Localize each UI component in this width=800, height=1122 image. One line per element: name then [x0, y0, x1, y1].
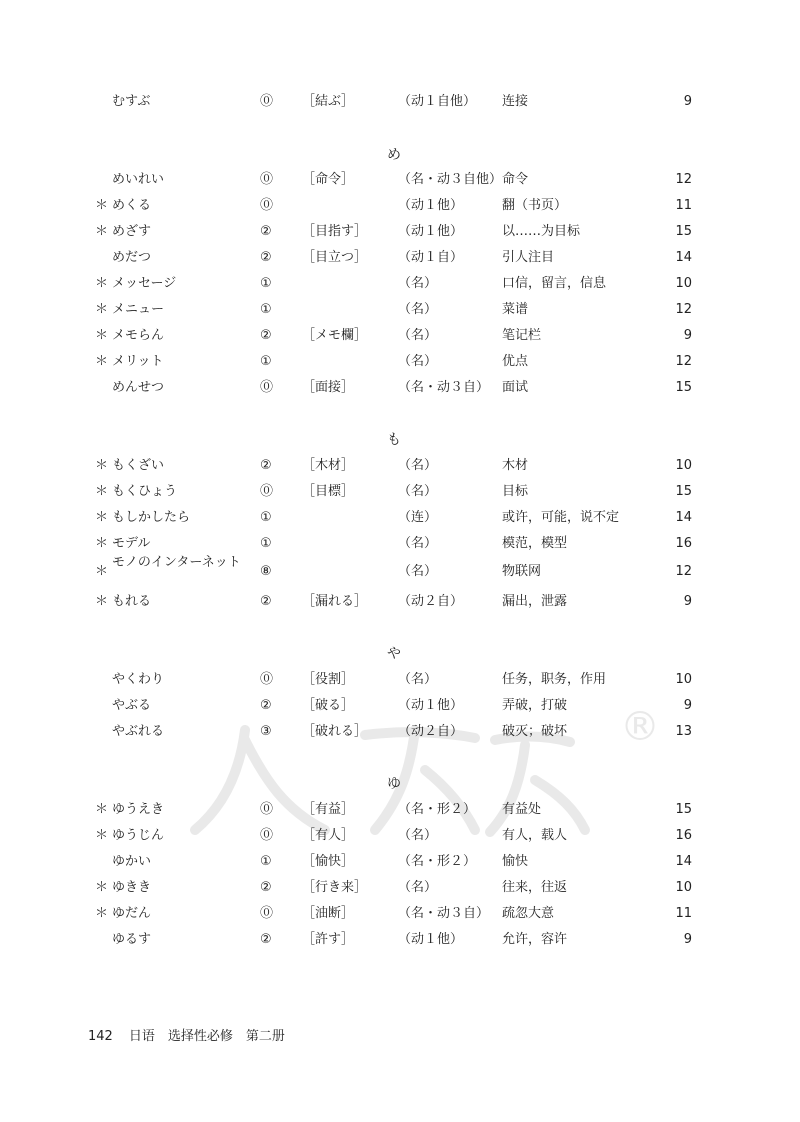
list-item — [0, 170, 800, 190]
entry-accent: ⑧ — [260, 564, 272, 579]
entry-meaning: 以……为目标 — [502, 224, 581, 239]
entry-lesson-number: 10 — [675, 672, 692, 687]
page-footer — [88, 1027, 285, 1047]
registered-mark: ® — [620, 704, 660, 750]
entry-lesson-number: 13 — [675, 724, 692, 739]
required-mark: ＊ — [95, 276, 109, 291]
required-mark: ＊ — [95, 484, 109, 499]
section-heading-mo: も — [387, 432, 401, 448]
entry-lesson-number: 15 — [675, 380, 692, 395]
entry-part-of-speech: （动１自他） — [398, 94, 477, 109]
entry-accent: ⓪ — [260, 172, 274, 187]
entry-kanji: ［役割］ — [302, 672, 355, 687]
list-item — [0, 378, 800, 398]
book-title: 日语 选择性必修 第二册 — [128, 1029, 285, 1044]
required-mark: ＊ — [95, 458, 109, 473]
entry-kanji: ［油断］ — [302, 906, 355, 921]
entry-meaning: 破灭；破坏 — [502, 724, 568, 739]
entry-reading: メモらん — [112, 328, 165, 343]
entry-lesson-number: 9 — [683, 94, 692, 109]
entry-meaning: 往来，往返 — [502, 880, 568, 895]
list-item — [0, 696, 800, 716]
list-item — [0, 800, 800, 820]
list-item — [0, 222, 800, 242]
required-mark: ＊ — [95, 564, 109, 579]
entry-reading: ゆだん — [112, 906, 152, 921]
entry-meaning: 木材 — [502, 458, 529, 473]
entry-part-of-speech: （动２自） — [398, 724, 464, 739]
entry-meaning: 有益处 — [502, 802, 542, 817]
entry-part-of-speech: （名・动３自） — [398, 380, 490, 395]
entry-meaning: 疏忽大意 — [502, 906, 555, 921]
entry-accent: ② — [260, 594, 272, 609]
entry-part-of-speech: （名） — [398, 672, 438, 687]
entry-reading: やぶる — [112, 698, 152, 713]
entry-part-of-speech: （名） — [398, 302, 438, 317]
entry-kanji: ［目指す］ — [302, 224, 368, 239]
entry-accent: ① — [260, 510, 272, 525]
entry-kanji: ［メモ欄］ — [302, 328, 368, 343]
entry-accent: ② — [260, 698, 272, 713]
entry-kanji: ［木材］ — [302, 458, 355, 473]
entry-meaning: 命令 — [502, 172, 529, 187]
entry-part-of-speech: （连） — [398, 510, 438, 525]
entry-lesson-number: 11 — [675, 906, 692, 921]
entry-accent: ⓪ — [260, 94, 274, 109]
required-mark: ＊ — [95, 802, 109, 817]
list-item — [0, 852, 800, 872]
entry-lesson-number: 10 — [675, 458, 692, 473]
entry-part-of-speech: （动１他） — [398, 198, 464, 213]
entry-meaning: 面试 — [502, 380, 529, 395]
entry-reading: もくざい — [112, 458, 165, 473]
entry-part-of-speech: （动１自） — [398, 250, 464, 265]
entry-meaning: 连接 — [502, 94, 529, 109]
entry-lesson-number: 9 — [683, 932, 692, 947]
entry-part-of-speech: （名） — [398, 536, 438, 551]
entry-meaning: 有人，载人 — [502, 828, 568, 843]
entry-kanji: ［行き来］ — [302, 880, 368, 895]
entry-part-of-speech: （名） — [398, 484, 438, 499]
entry-reading: やくわり — [112, 672, 165, 687]
entry-meaning: 允许，容许 — [502, 932, 568, 947]
entry-meaning: 菜谱 — [502, 302, 529, 317]
entry-reading: めだつ — [112, 250, 152, 265]
required-mark: ＊ — [95, 302, 109, 317]
entry-reading: もしかしたら — [112, 510, 191, 525]
entry-part-of-speech: （名） — [398, 828, 438, 843]
list-item — [0, 248, 800, 268]
entry-lesson-number: 11 — [675, 198, 692, 213]
entry-kanji: ［漏れる］ — [302, 594, 368, 609]
entry-meaning: 物联网 — [502, 564, 542, 579]
entry-kanji: ［目立つ］ — [302, 250, 368, 265]
entry-accent: ⓪ — [260, 484, 274, 499]
entry-meaning: 笔记栏 — [502, 328, 542, 343]
entry-lesson-number: 15 — [675, 802, 692, 817]
entry-lesson-number: 10 — [675, 880, 692, 895]
entry-accent: ② — [260, 932, 272, 947]
entry-accent: ③ — [260, 724, 272, 739]
entry-accent: ② — [260, 224, 272, 239]
entry-meaning: 翻（书页） — [502, 198, 568, 213]
entry-accent: ⓪ — [260, 198, 274, 213]
entry-kanji: ［有益］ — [302, 802, 355, 817]
entry-lesson-number: 14 — [675, 250, 692, 265]
entry-lesson-number: 12 — [675, 354, 692, 369]
entry-accent: ② — [260, 458, 272, 473]
section-heading-yu: ゆ — [387, 776, 401, 792]
entry-accent: ① — [260, 354, 272, 369]
entry-accent: ⓪ — [260, 802, 274, 817]
entry-meaning: 口信，留言，信息 — [502, 276, 607, 291]
entry-accent: ② — [260, 880, 272, 895]
entry-accent: ⓪ — [260, 828, 274, 843]
entry-lesson-number: 9 — [683, 328, 692, 343]
entry-accent: ⓪ — [260, 672, 274, 687]
entry-part-of-speech: （动１他） — [398, 224, 464, 239]
entry-accent: ② — [260, 250, 272, 265]
entry-reading: メッセージ — [112, 276, 177, 291]
required-mark: ＊ — [95, 328, 109, 343]
entry-lesson-number: 12 — [675, 172, 692, 187]
entry-part-of-speech: （名） — [398, 354, 438, 369]
list-item — [0, 482, 800, 502]
entry-reading: メリット — [112, 354, 164, 369]
list-item — [0, 722, 800, 742]
entry-reading: めんせつ — [112, 380, 165, 395]
required-mark: ＊ — [95, 354, 109, 369]
entry-reading: もれる — [112, 594, 152, 609]
entry-part-of-speech: （名） — [398, 328, 438, 343]
entry-reading: むすぶ — [112, 94, 151, 109]
entry-part-of-speech: （名・形２） — [398, 854, 477, 869]
entry-reading: やぶれる — [112, 724, 165, 739]
entry-kanji: ［許す］ — [302, 932, 355, 947]
entry-accent: ① — [260, 536, 272, 551]
list-item — [0, 196, 800, 216]
required-mark: ＊ — [95, 198, 109, 213]
list-item — [0, 326, 800, 346]
list-item — [0, 878, 800, 898]
list-item — [0, 534, 800, 554]
entry-reading: めいれい — [112, 172, 165, 187]
entry-meaning: 或许，可能，说不定 — [502, 510, 620, 525]
entry-part-of-speech: （名・动３自他） — [398, 172, 503, 187]
entry-accent: ⓪ — [260, 906, 274, 921]
entry-part-of-speech: （名） — [398, 880, 438, 895]
entry-lesson-number: 12 — [675, 564, 692, 579]
entry-kanji: ［有人］ — [302, 828, 355, 843]
entry-reading: ゆうじん — [112, 828, 165, 843]
required-mark: ＊ — [95, 536, 109, 551]
list-item — [0, 904, 800, 924]
entry-kanji: ［命令］ — [302, 172, 355, 187]
entry-accent: ⓪ — [260, 380, 274, 395]
entry-reading: めくる — [112, 198, 152, 213]
entry-kanji: ［目標］ — [302, 484, 355, 499]
required-mark: ＊ — [95, 510, 109, 525]
entry-lesson-number: 12 — [675, 302, 692, 317]
entry-lesson-number: 9 — [683, 698, 692, 713]
entry-kanji: ［面接］ — [302, 380, 355, 395]
entry-lesson-number: 16 — [675, 536, 692, 551]
entry-meaning: 愉快 — [502, 854, 529, 869]
entry-lesson-number: 10 — [675, 276, 692, 291]
entry-lesson-number: 14 — [675, 854, 692, 869]
entry-meaning: 优点 — [502, 354, 529, 369]
entry-part-of-speech: （名・形２） — [398, 802, 477, 817]
list-item — [0, 592, 800, 612]
list-item — [0, 826, 800, 846]
entry-part-of-speech: （动１他） — [398, 698, 464, 713]
entry-reading: メニュー — [112, 302, 165, 317]
list-item — [0, 300, 800, 320]
required-mark: ＊ — [95, 906, 109, 921]
entry-reading: ゆるす — [112, 932, 152, 947]
entry-reading: ゆかい — [112, 854, 152, 869]
list-item — [0, 274, 800, 294]
required-mark: ＊ — [95, 224, 109, 239]
entry-reading: ゆうえき — [112, 802, 165, 817]
list-item — [0, 556, 800, 588]
entry-part-of-speech: （名） — [398, 458, 438, 473]
entry-part-of-speech: （名・动３自） — [398, 906, 490, 921]
list-item — [0, 352, 800, 372]
list-item — [0, 456, 800, 476]
entry-reading: ゆきき — [112, 880, 152, 895]
required-mark: ＊ — [95, 880, 109, 895]
required-mark: ＊ — [95, 594, 109, 609]
entry-meaning: 任务，职务，作用 — [502, 672, 607, 687]
entry-kanji: ［破れる］ — [302, 724, 368, 739]
required-mark: ＊ — [95, 828, 109, 843]
entry-part-of-speech: （动１他） — [398, 932, 464, 947]
list-item — [0, 508, 800, 528]
entry-part-of-speech: （名） — [398, 276, 438, 291]
entry-meaning: 引人注目 — [502, 250, 555, 265]
entry-meaning: 模范，模型 — [502, 536, 568, 551]
section-heading-ya: や — [387, 646, 401, 662]
entry-meaning: 漏出，泄露 — [502, 594, 568, 609]
entry-lesson-number: 15 — [675, 484, 692, 499]
entry-reading: モデル — [112, 536, 151, 551]
list-item — [0, 930, 800, 950]
section-heading-me: め — [387, 147, 401, 163]
list-item — [0, 670, 800, 690]
entry-kanji: ［愉快］ — [302, 854, 355, 869]
entry-part-of-speech: （名） — [398, 564, 438, 579]
entry-accent: ① — [260, 276, 272, 291]
entry-part-of-speech: （动２自） — [398, 594, 464, 609]
entry-meaning: 弄破，打破 — [502, 698, 568, 713]
entry-accent: ① — [260, 302, 272, 317]
entry-accent: ② — [260, 328, 272, 343]
entry-meaning: 目标 — [502, 484, 529, 499]
entry-reading: もくひょう — [112, 484, 178, 499]
list-item — [0, 92, 800, 112]
entry-reading: めざす — [112, 224, 152, 239]
page-number: 142 — [88, 1029, 113, 1044]
entry-reading: モノのインターネット — [112, 555, 241, 570]
entry-lesson-number: 15 — [675, 224, 692, 239]
entry-lesson-number: 9 — [683, 594, 692, 609]
entry-lesson-number: 16 — [675, 828, 692, 843]
entry-kanji: ［破る］ — [302, 698, 355, 713]
entry-accent: ① — [260, 854, 272, 869]
entry-lesson-number: 14 — [675, 510, 692, 525]
entry-kanji: ［結ぶ］ — [302, 94, 355, 109]
